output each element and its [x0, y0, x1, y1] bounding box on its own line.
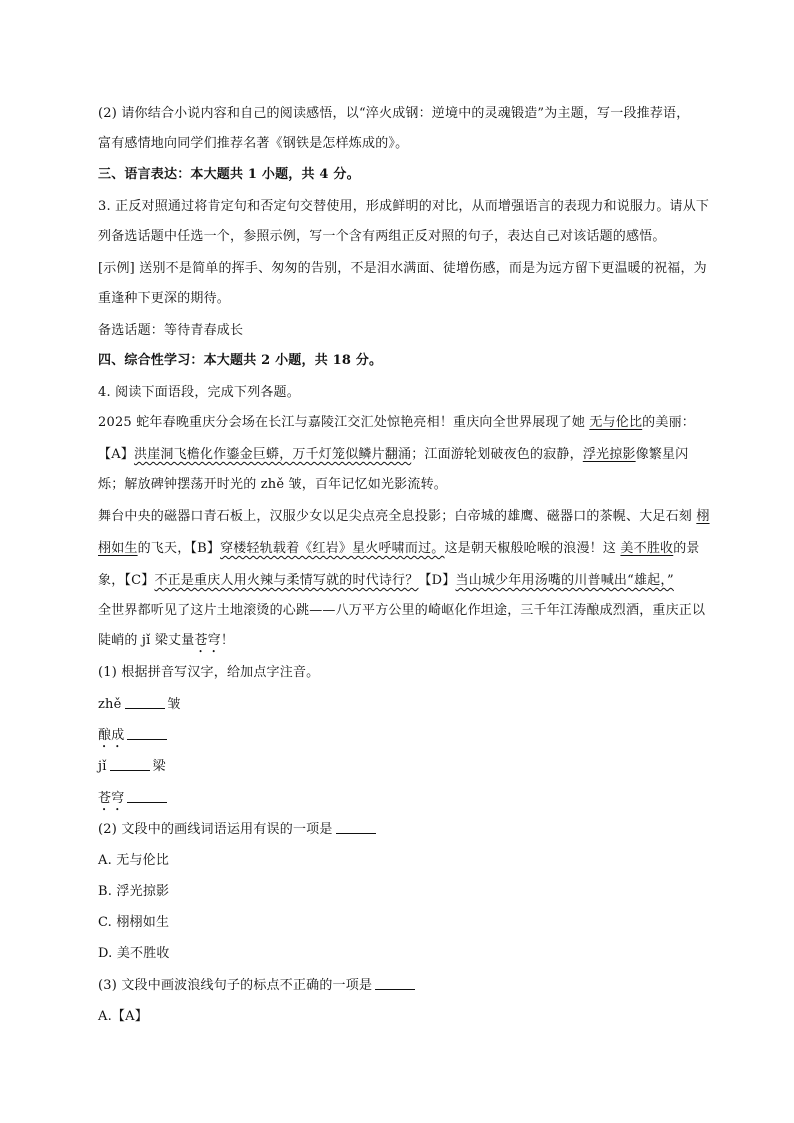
passage-text: 象，【C】 — [98, 573, 155, 588]
option-3a: A.【A】 — [98, 1009, 148, 1024]
passage-text: 的飞天，【B】 — [137, 541, 221, 556]
option-2b: B. 浮光掠影 — [98, 884, 170, 899]
dotted-word-prompt: 酿成 — [98, 728, 125, 743]
dotted-term: 苍穹 — [194, 633, 221, 648]
passage-line-4 — [98, 508, 710, 526]
passage-text: 2025 蛇年春晚重庆分会场在长江与嘉陵江交汇处惊艳亮相！重庆向全世界展现了她 — [98, 415, 590, 430]
q3-line-2: 列备选话题中任选一个，参照示例，写一个含有两组正反对照的句子，表达自己对该话题的感悟。 — [98, 229, 666, 244]
q3-example-line-1: [示例] 送别不是简单的挥手、匆匆的告别，不是泪水满面、徒增伤感，而是为远方留下更温暖的祝福，为 — [98, 261, 707, 276]
passage-line-7: 全世界都听见了这片土地滚烫的心跳——八万平方公里的崎岖化作坦途，三千年江涛酿成烈酒，重庆正以 — [98, 603, 706, 618]
wavy-sentence-d: 当山城少年用汤嘴的川普喊出“雄起，” — [455, 573, 674, 588]
q4-intro: 4. 阅读下面语段，完成下列各题。 — [98, 385, 300, 400]
section-3-heading: 三、语言表达：本大题共 1 小题，共 4 分。 — [98, 167, 360, 182]
fill-item-2 — [98, 727, 170, 751]
underlined-term-b: 浮光掠影 — [582, 447, 636, 462]
fill-item-4 — [98, 790, 170, 814]
passage-text: 的景 — [673, 541, 700, 556]
passage-text: 像繁星闪 — [635, 447, 689, 462]
marker-a: 【A】 — [98, 447, 134, 462]
passage-text: ！ — [220, 633, 235, 648]
pinyin-prompt: zhě — [98, 697, 122, 712]
passage-line-6 — [98, 572, 674, 590]
fill-item-3 — [98, 758, 166, 776]
marker-d: 【D】 — [418, 573, 456, 588]
fill-item-1 — [98, 696, 181, 714]
q3-topic: 备选话题：等待青春成长 — [98, 323, 244, 338]
passage-line-2 — [98, 446, 688, 464]
q3-example-line-2: 重逢种下更深的期待。 — [98, 291, 231, 306]
wavy-sentence-c: 不正是重庆人用火辣与柔情写就的时代诗行？ — [154, 573, 419, 588]
answer-blank[interactable] — [336, 821, 376, 834]
dotted-word-prompt: 苍穹 — [98, 791, 125, 806]
passage-line-8 — [98, 632, 234, 656]
passage-text: 陡峭的 jǐ 梁丈量 — [98, 633, 195, 648]
answer-blank[interactable] — [375, 977, 415, 990]
passage-text: 舞台中央的磁器口青石板上，汉服少女以足尖点亮全息投影；白帝城的雄鹰、磁器口的茶幌、大足石刻 — [98, 509, 697, 524]
passage-text: 的美丽： — [642, 415, 695, 430]
section-4-heading: 四、综合性学习：本大题共 2 小题，共 18 分。 — [98, 353, 383, 368]
subquestion-3-text: (3) 文段中画波浪线句子的标点不正确的一项是 — [98, 978, 373, 993]
subquestion-2-text: (2) 文段中的画线词语运用有误的一项是 — [98, 822, 333, 837]
pinyin-prompt: jǐ — [98, 759, 107, 774]
q3-line-1: 3. 正反对照通过将肯定句和否定句交替使用，形成鲜明的对比，从而增强语言的表现力和说服力。请从下 — [98, 199, 710, 214]
passage-text: ；江面游轮划破夜色的寂静， — [411, 447, 583, 462]
passage-line-1 — [98, 414, 695, 432]
passage-line-5 — [98, 540, 700, 558]
subquestion-3 — [98, 977, 418, 995]
q2-2-line-1: (2) 请你结合小说内容和自己的阅读感悟，以“淬火成钢：逆境中的灵魂锻造”为主题，写一段推荐语， — [98, 106, 690, 121]
option-2d: D. 美不胜收 — [98, 946, 170, 961]
subquestion-2 — [98, 821, 379, 839]
character-prompt: 皱 — [167, 697, 181, 712]
underlined-term-c-part-1: 栩 — [696, 509, 710, 524]
answer-blank[interactable] — [110, 758, 150, 771]
underlined-term-a: 无与伦比 — [589, 415, 643, 430]
q2-2-line-2: 富有感情地向同学们推荐名著《钢铁是怎样炼成的》。 — [98, 136, 409, 151]
passage-line-3: 烁；解放碑钟摆荡开时光的 zhě 皱，百年记忆如光影流转。 — [98, 477, 447, 492]
character-prompt: 梁 — [152, 759, 166, 774]
option-2a: A. 无与伦比 — [98, 853, 170, 868]
wavy-sentence-a: 洪崖洞飞檐化作鎏金巨蟒，万千灯笼似鳞片翻涌 — [134, 447, 412, 462]
option-2c: C. 栩栩如生 — [98, 915, 170, 930]
answer-blank[interactable] — [125, 696, 165, 709]
answer-blank[interactable] — [127, 790, 167, 803]
subquestion-1: (1) 根据拼音写汉字，给加点字注音。 — [98, 665, 320, 680]
underlined-term-c-part-2: 栩如生 — [98, 541, 138, 556]
wavy-sentence-b: 穿楼轻轨载着《红岩》星火呼啸而过。 — [220, 541, 445, 556]
passage-text: 这是朝天椒般呛喉的浪漫！这 — [444, 541, 621, 556]
answer-blank[interactable] — [127, 727, 167, 740]
underlined-term-d: 美不胜收 — [620, 541, 674, 556]
